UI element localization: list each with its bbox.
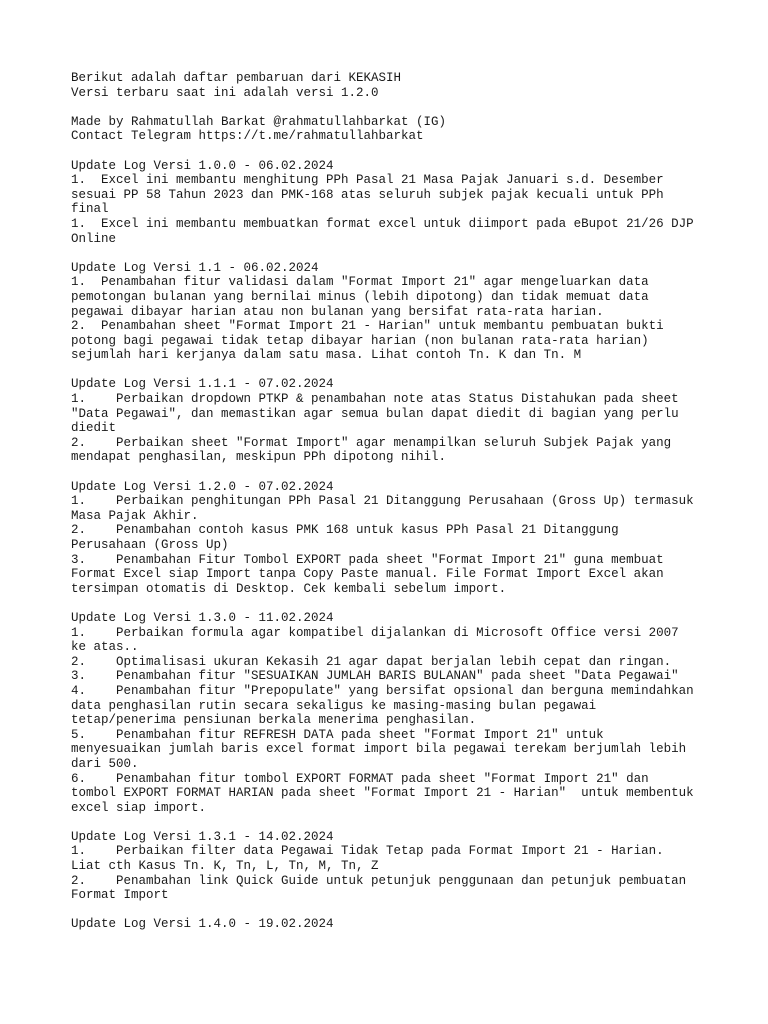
text-line: Perusahaan (Gross Up) <box>71 538 229 552</box>
text-line: 3. Penambahan fitur "SESUAIKAN JUMLAH BARIS BULANAN" pada sheet "Data Pegawai" <box>71 669 679 684</box>
text-line: 1. Perbaikan filter data Pegawai Tidak Tetap pada Format Import 21 - Harian. <box>71 844 664 859</box>
text-line: "Data Pegawai", dan memastikan agar semua bulan dapat diedit di bagian yang perlu <box>71 406 679 421</box>
text-line: potong bagi pegawai tidak tetap dibayar harian (non bulanan rata-rata harian) <box>71 333 649 348</box>
text-line: tersimpan otomatis di Desktop. Cek kembali sebelum import. <box>71 581 507 596</box>
text-line: 1. Perbaikan dropdown PTKP & penambahan note atas Status Distahukan pada sheet <box>71 392 679 407</box>
text-line: tetap/penerima pensiunan berkala menerima penghasilan. <box>71 713 477 728</box>
text-line: diedit <box>71 421 117 436</box>
blank-line <box>71 246 703 261</box>
blank-line <box>71 144 703 159</box>
text-line: Online <box>71 231 117 246</box>
text-line: 1. Excel ini membantu membuatkan format excel untuk diimport pada eBupot 21/26 DJP <box>71 216 694 231</box>
text-line: 3. Penambahan Fitur Tombol EXPORT pada sheet "Format Import 21" guna membuat <box>71 552 664 567</box>
text-line: Masa Pajak Akhir. <box>71 508 199 523</box>
text-line: sesuai PP 58 Tahun 2023 dan PMK-168 atas seluruh subjek pajak kecuali untuk PPh <box>71 187 664 202</box>
text-line: 2. Penambahan contoh kasus PMK 168 untuk kasus PPh Pasal 21 Ditanggung <box>71 523 619 538</box>
text-line: pemotongan bulanan yang bernilai minus (lebih dipotong) dan tidak memuat data <box>71 289 649 304</box>
text-line: 5. Penambahan fitur REFRESH DATA pada sheet "Format Import 21" untuk <box>71 727 604 742</box>
text-line: 2. Optimalisasi ukuran Kekasih 21 agar dapat berjalan lebih cepat dan ringan. <box>71 654 672 669</box>
text-line: pegawai dibayar harian atau non bulanan yang bersifat rata-rata harian. <box>71 304 604 319</box>
text-line: 1. Excel ini membantu menghitung PPh Pasal 21 Masa Pajak Januari s.d. Desember <box>71 173 664 188</box>
text-line: 1. Penambahan fitur validasi dalam "Format Import 21" agar mengeluarkan data <box>71 275 649 290</box>
update-log-heading: Update Log Versi 1.2.0 - 07.02.2024 <box>71 479 334 494</box>
text-line: 1. Perbaikan penghitungan PPh Pasal 21 Ditanggung Perusahaan (Gross Up) termasuk <box>71 494 694 509</box>
update-log-heading: Update Log Versi 1.1.1 - 07.02.2024 <box>71 377 334 392</box>
blank-line <box>71 903 703 918</box>
document-page <box>71 71 703 932</box>
text-line: Versi terbaru saat ini adalah versi 1.2.0 <box>71 85 379 100</box>
text-line: ke atas.. <box>71 640 139 655</box>
text-line: sejumlah hari kerjanya dalam satu masa. Lihat contoh Tn. K dan Tn. M <box>71 348 582 363</box>
update-log-heading: Update Log Versi 1.0.0 - 06.02.2024 <box>71 158 334 173</box>
text-line: data penghasilan rutin secara sekaligus ke masing-masing bulan pegawai <box>71 698 597 713</box>
text-line: dari 500. <box>71 756 139 771</box>
text-line: Contact Telegram https://t.me/rahmatullahbarkat <box>71 129 424 144</box>
blank-line <box>71 465 703 480</box>
text-line: 2. Perbaikan sheet "Format Import" agar menampilkan seluruh Subjek Pajak yang <box>71 435 672 450</box>
text-line: excel siap import. <box>71 800 207 815</box>
text-line: tombol EXPORT FORMAT HARIAN pada sheet "Format Import 21 - Harian" untuk membentuk <box>71 786 694 801</box>
blank-line <box>71 815 703 830</box>
text-line: 2. Penambahan link Quick Guide untuk petunjuk penggunaan dan petunjuk pembuatan <box>71 873 687 888</box>
blank-line <box>71 363 703 378</box>
text-line: menyesuaikan jumlah baris excel format import bila pegawai terekam berjumlah lebih <box>71 742 687 757</box>
update-log-heading: Update Log Versi 1.3.1 - 14.02.2024 <box>71 829 334 844</box>
text-line: 2. Penambahan sheet "Format Import 21 - Harian" untuk membantu pembuatan bukti <box>71 319 664 334</box>
update-log-heading: Update Log Versi 1.3.0 - 11.02.2024 <box>71 610 334 625</box>
text-line: Berikut adalah daftar pembaruan dari KEKASIH <box>71 71 402 85</box>
text-line: mendapat penghasilan, meskipun PPh dipotong nihil. <box>71 450 447 465</box>
blank-line <box>71 596 703 611</box>
text-line: Liat cth Kasus Tn. K, Tn, L, Tn, M, Tn, Z <box>71 859 379 874</box>
update-log-heading: Update Log Versi 1.1 - 06.02.2024 <box>71 260 319 275</box>
text-line: 1. Perbaikan formula agar kompatibel dijalankan di Microsoft Office versi 2007 <box>71 625 679 640</box>
text-line: Made by Rahmatullah Barkat @rahmatullahbarkat (IG) <box>71 114 447 129</box>
text-line: final <box>71 202 109 217</box>
text-line: Format Excel siap Import tanpa Copy Paste manual. File Format Import Excel akan <box>71 567 664 582</box>
update-log-heading: Update Log Versi 1.4.0 - 19.02.2024 <box>71 917 334 932</box>
text-line: 4. Penambahan fitur "Prepopulate" yang bersifat opsional dan berguna memindahkan <box>71 683 694 698</box>
text-line: Format Import <box>71 888 169 903</box>
text-line: 6. Penambahan fitur tombol EXPORT FORMAT pada sheet "Format Import 21" dan <box>71 771 649 786</box>
blank-line <box>71 100 703 115</box>
